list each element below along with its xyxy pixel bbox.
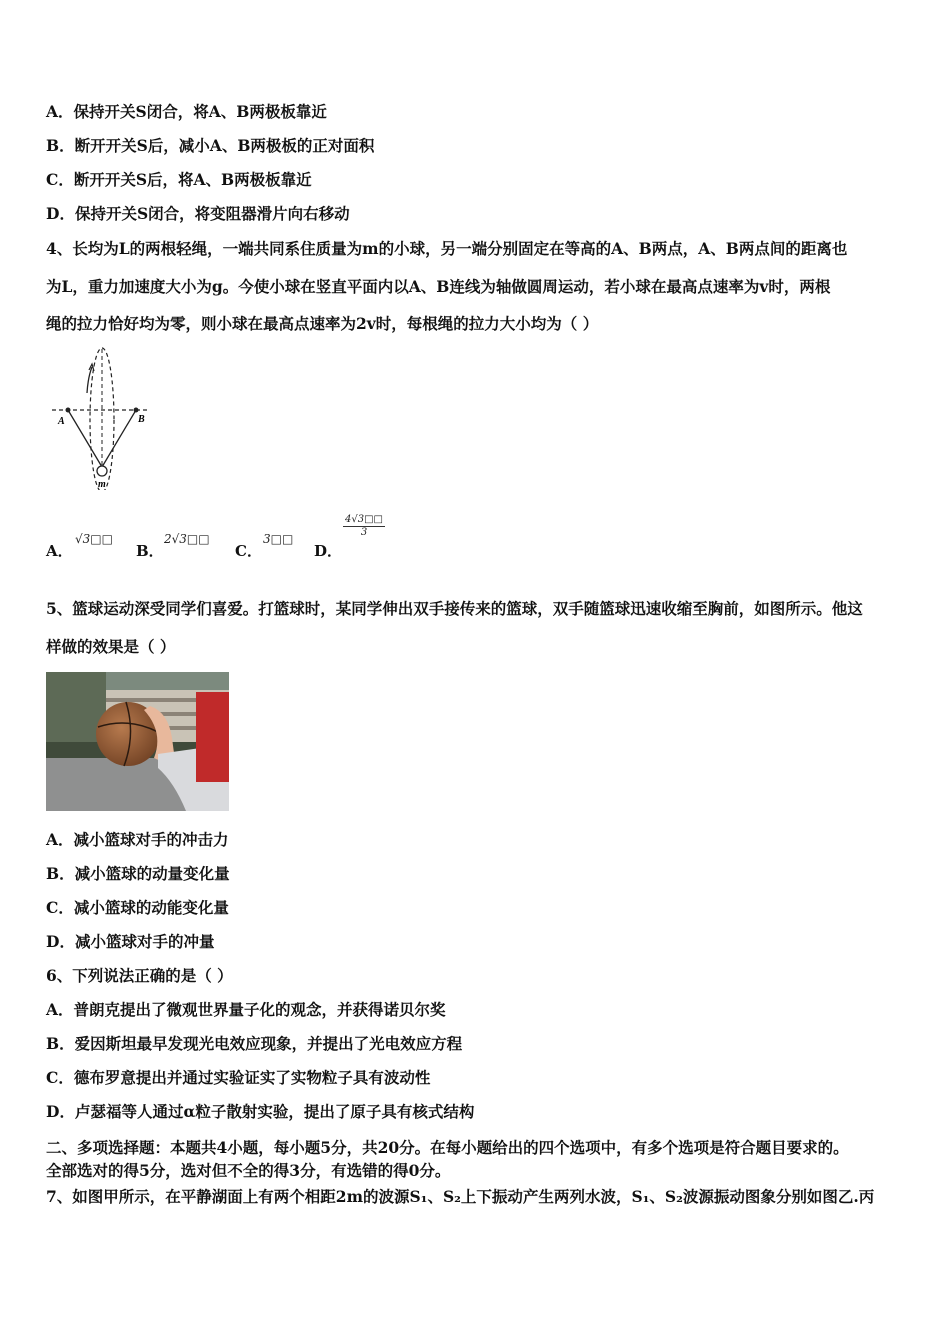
q4-option-a-letter: A． [46, 542, 73, 560]
fraction-numerator: 4√3□□ [345, 514, 383, 525]
basketball-photo [46, 672, 229, 811]
q4-option-b-expr: 2√3□□ [164, 532, 210, 546]
q5-option-d: D．减小篮球对手的冲量 [46, 932, 215, 951]
q5-stem-line1: 5、篮球运动深受同学们喜爱。打篮球时，某同学伸出双手接传来的篮球，双手随篮球迅速收缩至胸前，如图所示。他这 [46, 599, 863, 618]
pendulum-figure [46, 345, 166, 490]
q4-option-d-letter: D． [314, 542, 343, 560]
q4-option-b-letter: B． [136, 542, 164, 560]
q4-option-c-letter: C． [235, 542, 262, 560]
q5-option-c: C．减小篮球的动能变化量 [46, 898, 229, 917]
label-b: B [138, 414, 145, 425]
rope-b [102, 410, 136, 467]
q4-stem-line3: 绳的拉力恰好均为零，则小球在最高点速率为2v时，每根绳的拉力大小均为（ ） [46, 314, 599, 333]
q3-option-d: D．保持开关S闭合，将变阻器滑片向右移动 [46, 204, 350, 223]
q3-option-b: B．断开开关S后，减小A、B两极板的正对面积 [46, 136, 375, 155]
section2-heading-line2: 全部选对的得5分，选对但不全的得3分，有选错的得0分。 [46, 1161, 451, 1180]
ball [97, 466, 107, 476]
q4-stem-line1: 4、长均为L的两根轻绳，一端共同系住质量为m的小球，另一端分别固定在等高的A、B两点，A、B两点间的距离也 [46, 239, 848, 258]
label-a: A [58, 416, 65, 427]
q5-stem-line2: 样做的效果是（ ） [46, 637, 176, 656]
point-a [66, 408, 71, 413]
q4-option-c-expr: 3□□ [263, 532, 294, 546]
q4-option-a-expr: √3□□ [75, 532, 113, 546]
q6-option-a: A．普朗克提出了微观世界量子化的观念，并获得诺贝尔奖 [46, 1000, 446, 1019]
q6-stem: 6、下列说法正确的是（ ） [46, 966, 233, 985]
q6-option-d: D．卢瑟福等人通过α粒子散射实验，提出了原子具有核式结构 [46, 1102, 475, 1121]
q3-option-a: A．保持开关S闭合，将A、B两极板靠近 [46, 102, 327, 121]
section2-heading-line1: 二、多项选择题：本题共4小题，每小题5分，共20分。在每小题给出的四个选项中，有多个选项是符合题目要求的。 [46, 1138, 849, 1157]
q4-stem-line2: 为L，重力加速度大小为g。今使小球在竖直平面内以A、B连线为轴做圆周运动，若小球在最高点速率为v时，两根 [46, 277, 831, 296]
q3-option-c: C．断开开关S后，将A、B两极板靠近 [46, 170, 312, 189]
motion-arrow [87, 367, 92, 393]
label-m: m [98, 479, 106, 490]
q6-option-c: C．德布罗意提出并通过实验证实了实物粒子具有波动性 [46, 1068, 431, 1087]
q7-stem-line1: 7、如图甲所示，在平静湖面上有两个相距2m的波源S₁、S₂上下振动产生两列水波，S₁、S₂波源振动图象分别如图乙.丙 [46, 1187, 875, 1206]
point-b [134, 408, 139, 413]
q5-option-a: A．减小篮球对手的冲击力 [46, 830, 229, 849]
rope-a [68, 410, 102, 467]
fraction-denominator: 3 [360, 527, 368, 538]
q4-option-d-fraction [343, 514, 385, 538]
q6-option-b: B．爱因斯坦最早发现光电效应现象，并提出了光电效应方程 [46, 1034, 463, 1053]
q5-option-b: B．减小篮球的动量变化量 [46, 864, 230, 883]
